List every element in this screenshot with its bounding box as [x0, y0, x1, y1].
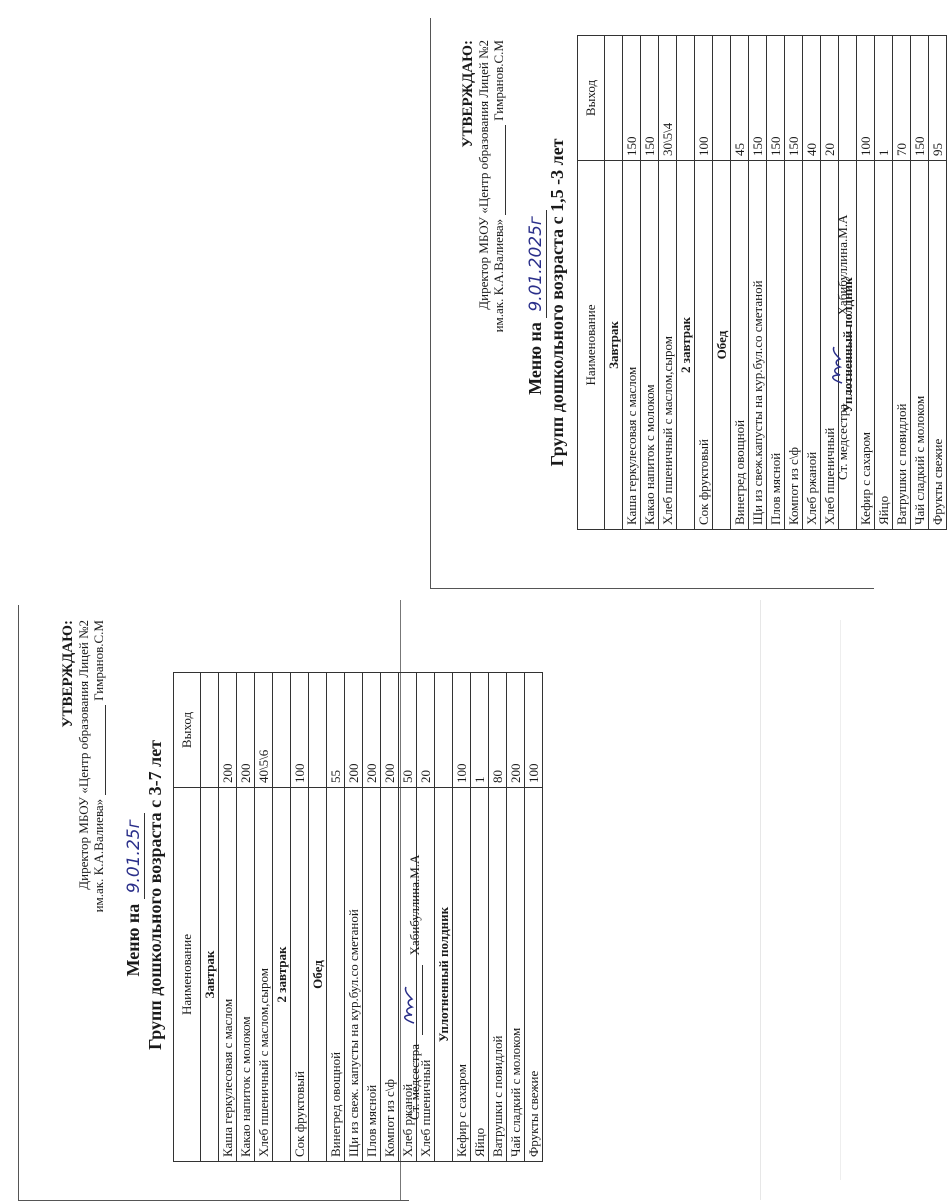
- dish-output: 95: [929, 36, 947, 161]
- menu-title: [525, 30, 546, 575]
- table-row: [381, 673, 399, 1162]
- table-row: [893, 36, 911, 530]
- table-row: [749, 36, 767, 530]
- approval-org: им.ак. К.А.Валиева»: [491, 218, 506, 333]
- dish-name: Компот из с\ф: [381, 788, 399, 1162]
- menu-table-body: [201, 673, 543, 1162]
- dish-name: Компот из с\ф: [785, 161, 803, 530]
- menu-subtitle: Групп дошкольного возраста с 1,5 -3 лет: [547, 138, 567, 467]
- menu-title: [123, 610, 144, 1180]
- approval-block: [461, 40, 506, 332]
- dish-name: Винегред овощной: [731, 161, 749, 530]
- dish-name: Чай сладкий с молоком: [911, 161, 929, 530]
- dish-output: 150: [749, 36, 767, 161]
- menu-table: [577, 35, 947, 530]
- dish-name: Какао напиток с молоком: [641, 161, 659, 530]
- column-header-output: Выход: [578, 36, 605, 161]
- dish-output: 30\5\4: [659, 36, 677, 161]
- table-row: [255, 673, 273, 1162]
- dish-name: Какао напиток с молоком: [237, 788, 255, 1162]
- section-value-cell: [839, 36, 857, 161]
- dish-output: 150: [623, 36, 641, 161]
- dish-output: 150: [911, 36, 929, 161]
- table-row: [875, 36, 893, 530]
- table-row: [803, 36, 821, 530]
- table-row: [291, 673, 309, 1162]
- dish-name: Яйцо: [471, 788, 489, 1162]
- menu-title-prefix: Меню на: [123, 903, 143, 977]
- dish-output: 150: [641, 36, 659, 161]
- section-row: [677, 36, 695, 530]
- section-row: [435, 673, 453, 1162]
- approval-heading: УТВЕРЖДАЮ:: [460, 40, 476, 148]
- section-row: [309, 673, 327, 1162]
- approval-director: Гимранов.С.М: [91, 620, 106, 701]
- dish-name: Хлеб ржаной: [399, 788, 417, 1162]
- menu-date: 9.01.2025г: [526, 210, 547, 317]
- table-row: [929, 36, 947, 530]
- table-row: [507, 673, 525, 1162]
- table-row: [327, 673, 345, 1162]
- table-row: [525, 673, 543, 1162]
- dish-output: 200: [381, 673, 399, 788]
- dish-name: Фрукты свежие: [525, 788, 543, 1162]
- dish-name: Хлеб пшеничный с маслом,сыром: [255, 788, 273, 1162]
- scan-artifact: [760, 600, 761, 1200]
- dish-name: Щи из свеж. капусты на кур.бул.со сметаной: [345, 788, 363, 1162]
- dish-output: 100: [453, 673, 471, 788]
- section-title: Уплотненный полдник: [839, 161, 857, 530]
- signature-block: [835, 215, 851, 480]
- dish-output: 1: [875, 36, 893, 161]
- dish-name: Каша геркулесовая с маслом: [623, 161, 641, 530]
- signature-line: [105, 705, 106, 795]
- section-row: [273, 673, 291, 1162]
- handwritten-signature: [826, 345, 848, 385]
- column-header-output: Выход: [174, 673, 201, 788]
- section-value-cell: [309, 673, 327, 788]
- table-row: [453, 673, 471, 1162]
- signature-role: Ст. медсестра: [407, 1043, 422, 1120]
- dish-output: 40\5\6: [255, 673, 273, 788]
- table-row: [641, 36, 659, 530]
- section-title: 2 завтрак: [273, 788, 291, 1162]
- dish-name: Хлеб пшеничный: [417, 788, 435, 1162]
- section-row: [605, 36, 623, 530]
- dish-output: 200: [219, 673, 237, 788]
- table-row: [363, 673, 381, 1162]
- dish-output: 150: [785, 36, 803, 161]
- dish-output: 100: [695, 36, 713, 161]
- section-title: Обед: [713, 161, 731, 530]
- dish-name: Плов мясной: [767, 161, 785, 530]
- dish-name: Ватрушки с повидлой: [489, 788, 507, 1162]
- section-row: [713, 36, 731, 530]
- approval-org: им.ак. К.А.Валиева»: [91, 798, 106, 913]
- dish-output: 80: [489, 673, 507, 788]
- table-row: [767, 36, 785, 530]
- dish-name: Ватрушки с повидлой: [893, 161, 911, 530]
- table-row: [623, 36, 641, 530]
- column-header-name: Наименование: [578, 161, 605, 530]
- dish-output: 200: [363, 673, 381, 788]
- section-value-cell: [677, 36, 695, 161]
- menu-subtitle: Групп дошкольного возраста с 3-7 лет: [145, 739, 165, 1051]
- dish-name: Кефир с сахаром: [857, 161, 875, 530]
- menu-table-body: [605, 36, 947, 530]
- dish-name: Сок фруктовый: [291, 788, 309, 1162]
- dish-output: 40: [803, 36, 821, 161]
- dish-output: 200: [345, 673, 363, 788]
- dish-output: 20: [417, 673, 435, 788]
- approval-block: [61, 620, 106, 912]
- section-value-cell: [605, 36, 623, 161]
- section-row: [201, 673, 219, 1162]
- section-title: Завтрак: [201, 788, 219, 1162]
- table-row: [345, 673, 363, 1162]
- dish-name: Винегред овощной: [327, 788, 345, 1162]
- dish-name: Каша геркулесовая с маслом: [219, 788, 237, 1162]
- dish-output: 1: [471, 673, 489, 788]
- dish-name: Щи из свеж.капусты на кур.бул.со сметаной: [749, 161, 767, 530]
- section-title: Обед: [309, 788, 327, 1162]
- signature-name: Хабибуллина.М.А: [407, 854, 422, 956]
- dish-name: Фрукты свежие: [929, 161, 947, 530]
- table-row: [785, 36, 803, 530]
- dish-name: Кефир с сахаром: [453, 788, 471, 1162]
- dish-output: 55: [327, 673, 345, 788]
- table-row: [911, 36, 929, 530]
- menu-table: [173, 672, 543, 1162]
- table-row: [237, 673, 255, 1162]
- section-value-cell: [435, 673, 453, 788]
- approval-director: Гимранов.С.М: [491, 40, 506, 121]
- section-title: Уплотненный полдник: [435, 788, 453, 1162]
- signature-name: Хабибуллина.М.А: [835, 214, 850, 316]
- menu-title-prefix: Меню на: [525, 322, 545, 395]
- table-row: [489, 673, 507, 1162]
- dish-name: Хлеб пшеничный с маслом,сыром: [659, 161, 677, 530]
- dish-output: 50: [399, 673, 417, 788]
- signature-role: Ст. медсестра: [835, 403, 850, 480]
- dish-name: Яйцо: [875, 161, 893, 530]
- menu-page-preschool: [55, 610, 541, 1180]
- approval-position: Директор МБОУ «Центр образования Лицей №2: [476, 40, 491, 310]
- table-row: [731, 36, 749, 530]
- signature-line: [836, 325, 851, 395]
- approval-position: Директор МБОУ «Центр образования Лицей №2: [76, 620, 91, 890]
- section-value-cell: [201, 673, 219, 788]
- table-row: [219, 673, 237, 1162]
- dish-output: 200: [507, 673, 525, 788]
- signature-block: [407, 855, 423, 1120]
- dish-output: 150: [767, 36, 785, 161]
- handwritten-signature: [398, 985, 420, 1025]
- dish-output: 100: [525, 673, 543, 788]
- menu-date: 9.01.25г: [124, 813, 145, 899]
- dish-name: Хлеб ржаной: [803, 161, 821, 530]
- signature-line: [408, 965, 423, 1035]
- section-value-cell: [273, 673, 291, 788]
- dish-output: 20: [821, 36, 839, 161]
- approval-heading: УТВЕРЖДАЮ:: [60, 620, 76, 728]
- section-title: 2 завтрак: [677, 161, 695, 530]
- dish-output: 70: [893, 36, 911, 161]
- dish-output: 45: [731, 36, 749, 161]
- table-row: [659, 36, 677, 530]
- dish-name: Чай сладкий с молоком: [507, 788, 525, 1162]
- dish-output: 100: [857, 36, 875, 161]
- dish-output: 100: [291, 673, 309, 788]
- menu-page-toddlers: [455, 30, 945, 575]
- table-row: [857, 36, 875, 530]
- dish-name: Плов мясной: [363, 788, 381, 1162]
- dish-output: 200: [237, 673, 255, 788]
- scan-artifact: [840, 620, 841, 1180]
- dish-name: Хлеб пшеничный: [821, 161, 839, 530]
- section-title: Завтрак: [605, 161, 623, 530]
- table-row: [695, 36, 713, 530]
- signature-line: [505, 125, 506, 215]
- table-row: [471, 673, 489, 1162]
- section-value-cell: [713, 36, 731, 161]
- column-header-name: Наименование: [174, 788, 201, 1162]
- dish-name: Сок фруктовый: [695, 161, 713, 530]
